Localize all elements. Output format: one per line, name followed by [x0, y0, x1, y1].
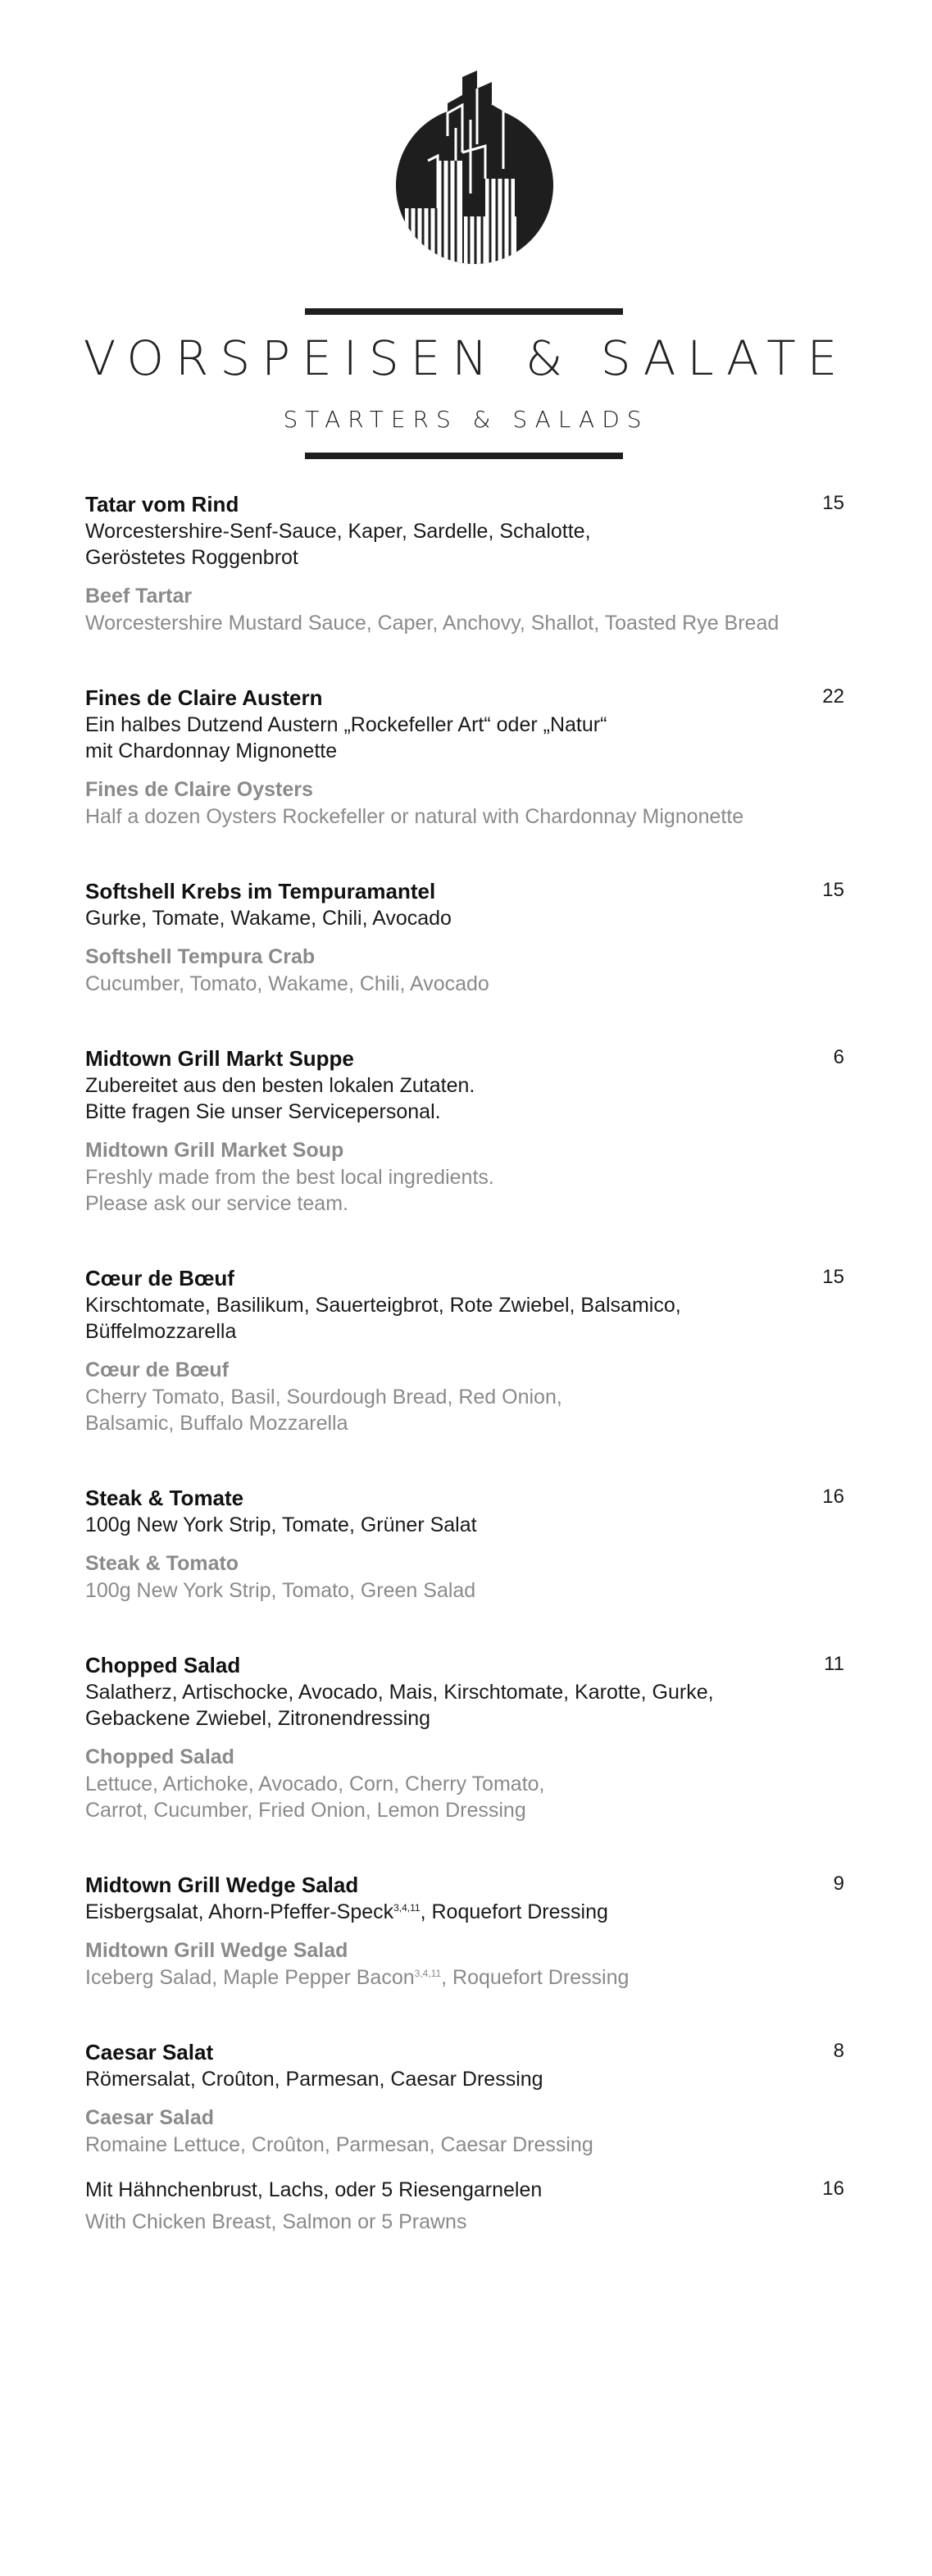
item-desc-en: Half a dozen Oysters Rockefeller or natural with Chardonnay Mignonette — [85, 805, 744, 828]
menu-item — [85, 684, 844, 830]
item-name-de: Midtown Grill Markt Suppe — [85, 1046, 354, 1071]
allergen-note: 3,4,11 — [393, 1902, 421, 1914]
menu-addon — [85, 2176, 844, 2235]
addon-price: 16 — [822, 2178, 844, 2200]
item-desc-de: Gurke, Tomate, Wakame, Chili, Avocado — [85, 907, 452, 930]
item-desc-de: Römersalat, Croûton, Parmesan, Caesar Dressing — [85, 2068, 543, 2091]
item-name-en: Caesar Salad — [85, 2106, 215, 2129]
item-name-en: Midtown Grill Market Soup — [85, 1139, 344, 1162]
item-desc-de: Zubereitet aus den besten lokalen Zutaten. Bitte fragen Sie unser Servicepersonal. — [85, 1074, 475, 1123]
item-name-en: Beef Tartar — [85, 585, 193, 608]
item-price: 8 — [833, 2040, 844, 2062]
item-price: 22 — [822, 685, 844, 708]
item-desc-en: Iceberg Salad, Maple Pepper Bacon$^{3,4,11}$, Roquefort Dressing — [85, 1966, 630, 1989]
menu-item — [85, 1264, 844, 1436]
item-desc-en: Cherry Tomato, Basil, Sourdough Bread, Red Onion, Balsamic, Buffalo Mozzarella — [85, 1386, 562, 1435]
item-name-en: Fines de Claire Oysters — [85, 778, 313, 801]
page-subtitle: STARTERS & SALADS — [283, 406, 649, 433]
menu-item — [85, 1484, 844, 1604]
menu-item — [85, 490, 844, 636]
menu-item — [85, 1045, 844, 1217]
item-price: 15 — [822, 1266, 844, 1288]
item-price: 15 — [822, 492, 844, 514]
menu-item — [85, 2038, 844, 2158]
item-price: 6 — [833, 1046, 844, 1068]
item-desc-en: Cucumber, Tomato, Wakame, Chili, Avocado — [85, 972, 489, 995]
item-price: 15 — [822, 879, 844, 901]
item-name-en: Cœur de Bœuf — [85, 1359, 229, 1381]
menu-item — [85, 877, 844, 997]
menu-list — [85, 490, 844, 2235]
item-name-en: Midtown Grill Wedge Salad — [85, 1939, 348, 1962]
item-desc-en: Worcestershire Mustard Sauce, Caper, Anchovy, Shallot, Toasted Rye Bread — [85, 612, 780, 635]
item-desc-en: Lettuce, Artichoke, Avocado, Corn, Cherry Tomato, Carrot, Cucumber, Fried Onion, Lemon Dressing — [85, 1773, 545, 1822]
item-name-de: Chopped Salad — [85, 1653, 241, 1677]
menu-item — [85, 1871, 844, 1991]
item-desc-en: Romaine Lettuce, Croûton, Parmesan, Caesar Dressing — [85, 2133, 593, 2156]
item-desc-en: 100g New York Strip, Tomato, Green Salad — [85, 1579, 476, 1602]
item-name-en: Softshell Tempura Crab — [85, 945, 316, 968]
item-desc-de: Worcestershire-Senf-Sauce, Kaper, Sardelle, Schalotte, Geröstetes Roggenbrot — [85, 520, 591, 569]
item-name-de: Caesar Salat — [85, 2040, 214, 2064]
item-name-de: Fines de Claire Austern — [85, 685, 323, 710]
item-name-de: Tatar vom Rind — [85, 492, 239, 517]
item-name-de: Softshell Krebs im Tempuramantel — [85, 879, 436, 903]
addon-desc-en: With Chicken Breast, Salmon or 5 Prawns — [85, 2210, 467, 2233]
item-price: 9 — [833, 1873, 844, 1895]
allergen-note: 3,4,11 — [414, 1968, 442, 1979]
item-name-en: Chopped Salad — [85, 1745, 234, 1768]
skyline-logo-icon — [389, 71, 561, 267]
item-price: 11 — [824, 1653, 844, 1675]
item-desc-de: Eisbergsalat, Ahorn-Pfeffer-Speck$^{3,4,11}$, Roquefort Dressing — [85, 1900, 608, 1923]
item-name-de: Midtown Grill Wedge Salad — [85, 1873, 359, 1897]
item-desc-de: Salatherz, Artischocke, Avocado, Mais, Kirschtomate, Karotte, Gurke, Gebackene Zwiebel, Zitronendressing — [85, 1681, 714, 1730]
item-price: 16 — [822, 1486, 844, 1508]
item-desc-en: Freshly made from the best local ingredients. Please ask our service team. — [85, 1166, 494, 1215]
menu-item — [85, 1651, 844, 1823]
item-name-de: Cœur de Bœuf — [85, 1266, 234, 1290]
page-title: VORSPEISEN & SALATE — [83, 330, 849, 386]
item-desc-de: Kirschtomate, Basilikum, Sauerteigbrot, Rote Zwiebel, Balsamico, Büffelmozzarella — [85, 1294, 681, 1343]
item-desc-de: Ein halbes Dutzend Austern „Rockefeller Art“ oder „Natur“ mit Chardonnay Mignonette — [85, 713, 607, 762]
item-name-de: Steak & Tomate — [85, 1486, 244, 1510]
item-desc-de: 100g New York Strip, Tomate, Grüner Salat — [85, 1513, 477, 1536]
addon-desc-de: Mit Hähnchenbrust, Lachs, oder 5 Riesengarnelen — [85, 2178, 543, 2201]
header-bottom-rule — [305, 453, 623, 459]
item-name-en: Steak & Tomato — [85, 1552, 239, 1575]
header-top-rule — [305, 308, 623, 315]
